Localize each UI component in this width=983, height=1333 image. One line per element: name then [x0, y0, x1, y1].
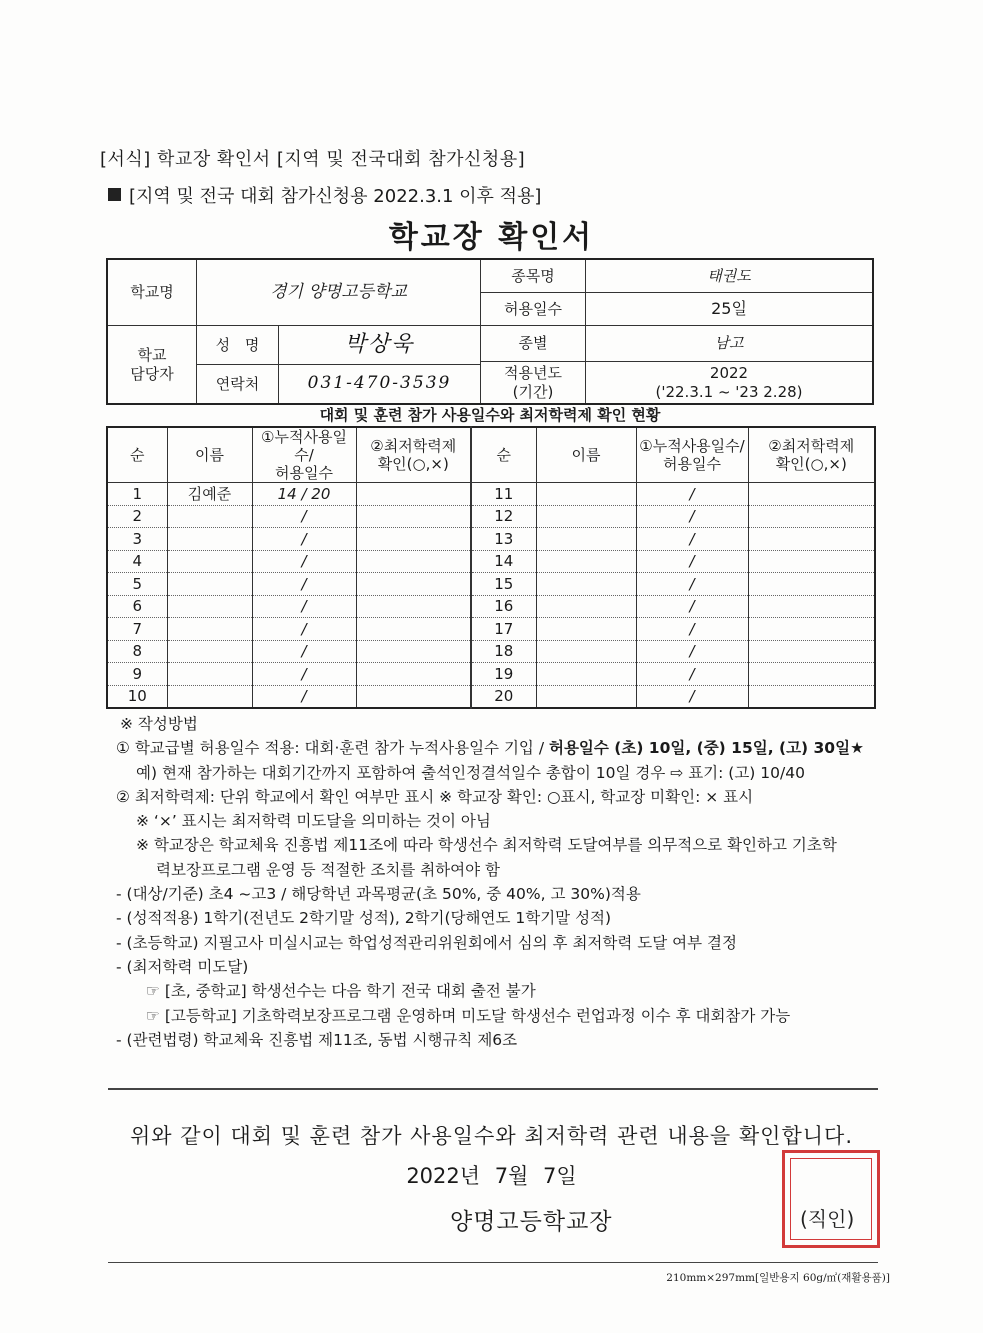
- row-name: [536, 505, 636, 528]
- table-row: [107, 550, 875, 573]
- row-no: 12: [471, 505, 536, 528]
- allowed-days-label: 허용일수: [504, 299, 562, 318]
- row-name: [167, 573, 252, 596]
- allowed-days-value: 25일: [711, 299, 747, 318]
- row-min: [748, 685, 875, 708]
- contact-person-label-line2: 담당자: [130, 364, 174, 383]
- instruction-line-1a: ① 학교급별 허용일수 적용: 대회·훈련 참가 누적사용일수 기입 /: [116, 739, 549, 758]
- row-no: 10: [107, 685, 167, 708]
- square-bullet-icon: [108, 188, 121, 201]
- school-name-label: 학교명: [130, 283, 174, 302]
- row-name: [167, 595, 252, 618]
- school-name-value: 경기 양명고등학교: [270, 281, 407, 302]
- instruction-line: ☞ [고등학교] 기초학력보장프로그램 운영하며 미도달 학생선수 런업과정 이수 후 대회참가 가능: [146, 1006, 791, 1025]
- row-name: 김예준: [167, 483, 252, 506]
- row-no: 4: [107, 550, 167, 573]
- row-no: 17: [471, 618, 536, 641]
- header-min-2-line2: 확인(○,×): [775, 455, 847, 473]
- official-seal-icon: [782, 1150, 880, 1248]
- instruction-line: - (관련법령) 학교체육 진흥법 제11조, 동법 시행규칙 제6조: [116, 1030, 518, 1049]
- row-min: [356, 640, 471, 663]
- table-row: [107, 618, 875, 641]
- instruction-line: - (성적적용) 1학기(전년도 2학기말 성적), 2학기(당해연도 1학기말 성적): [116, 909, 612, 928]
- applied-year-label: [481, 362, 585, 403]
- instructions-heading: ※ 작성방법: [120, 715, 198, 733]
- phone-label: 연락처: [215, 374, 260, 393]
- row-days: /: [252, 640, 356, 663]
- row-name: [536, 528, 636, 551]
- row-min: [356, 685, 471, 708]
- table-row: [107, 573, 875, 596]
- row-days: /: [636, 573, 748, 596]
- header-name-2: 이름: [536, 427, 636, 483]
- instruction-line: 예) 현재 참가하는 대회기간까지 포함하여 출석인정결석일수 총합이 10일 경우 ⇨ 표기: (고) 10/40: [136, 763, 805, 782]
- applied-year: 2022: [709, 363, 749, 382]
- row-name: [536, 483, 636, 506]
- row-no: 6: [107, 595, 167, 618]
- instruction-line: [116, 736, 876, 760]
- instruction-line: ② 최저학력제: 단위 학교에서 확인 여부만 표시 ※ 학교장 확인: ○표시, 학교장 미확인: × 표시: [116, 787, 754, 806]
- row-no: 13: [471, 528, 536, 551]
- row-days: /: [252, 685, 356, 708]
- person-name-label: 성 명: [215, 335, 260, 354]
- principal-title: 양명고등학교장: [450, 1209, 613, 1235]
- header-days-2-line2: 허용일수: [663, 455, 721, 473]
- header-min-line2: 확인(○,×): [377, 455, 449, 473]
- row-no: 19: [471, 663, 536, 686]
- row-days: /: [636, 663, 748, 686]
- instruction-line: - (최저학력 미도달): [116, 957, 249, 976]
- row-min: [748, 595, 875, 618]
- instructions: [116, 712, 876, 1052]
- applied-year-label-line1: 적용년도: [504, 363, 562, 382]
- header-no-2: 순: [471, 427, 536, 483]
- header-days: [252, 427, 356, 483]
- row-days: /: [636, 483, 748, 506]
- row-no: 14: [471, 550, 536, 573]
- row-days: /: [636, 618, 748, 641]
- table-row: [107, 505, 875, 528]
- seal-label: (직인): [800, 1207, 855, 1231]
- row-min: [748, 505, 875, 528]
- phone-value: 031-470-3539: [307, 373, 452, 394]
- row-no: 15: [471, 573, 536, 596]
- row-days: 14 / 20: [252, 483, 356, 506]
- header-min-2-line1: ②최저학력제: [768, 437, 855, 455]
- row-name: [536, 640, 636, 663]
- instruction-line-1b: 허용일수 (초) 10일, (중) 15일, (고) 30일★: [548, 739, 864, 758]
- row-min: [356, 663, 471, 686]
- row-no: 8: [107, 640, 167, 663]
- instruction-line: ☞ [초, 중학교] 학생선수는 다음 학기 전국 대회 출전 불가: [146, 982, 536, 1001]
- header-days-line1: ①누적사용일수/: [261, 428, 347, 464]
- row-name: [536, 550, 636, 573]
- row-min: [748, 528, 875, 551]
- header-days-2-line1: ①누적사용일수/: [639, 437, 745, 455]
- row-no: 18: [471, 640, 536, 663]
- row-name: [536, 618, 636, 641]
- contact-person-label: [108, 326, 196, 403]
- row-days: /: [636, 685, 748, 708]
- row-days: /: [252, 595, 356, 618]
- bottom-divider: [108, 1262, 878, 1263]
- row-days: /: [252, 505, 356, 528]
- table-row: [107, 663, 875, 686]
- row-days: /: [636, 640, 748, 663]
- row-min: [748, 663, 875, 686]
- row-min: [356, 528, 471, 551]
- contact-person-label-line1: 학교: [137, 345, 167, 364]
- row-min: [748, 573, 875, 596]
- row-no: 2: [107, 505, 167, 528]
- row-min: [356, 573, 471, 596]
- row-name: [167, 663, 252, 686]
- row-min: [356, 595, 471, 618]
- header-days-2: [636, 427, 748, 483]
- table-row: [107, 640, 875, 663]
- row-days: /: [636, 528, 748, 551]
- row-min: [748, 618, 875, 641]
- row-no: 9: [107, 663, 167, 686]
- header-min-2: [748, 427, 875, 483]
- row-no: 1: [107, 483, 167, 506]
- form-label: [서식] 학교장 확인서 [지역 및 전국대회 참가신청용]: [100, 149, 526, 170]
- person-name-value: 박상욱: [344, 332, 415, 358]
- header-min-line1: ②최저학력제: [370, 437, 457, 455]
- usage-table-header-row: [107, 427, 875, 483]
- row-days: /: [252, 573, 356, 596]
- instruction-line: ※ ‘×’ 표시는 최저학력 미도달을 의미하는 것이 아님: [136, 812, 491, 831]
- row-min: [748, 640, 875, 663]
- subtitle-text: [지역 및 전국 대회 참가신청용 2022.3.1 이후 적용]: [129, 186, 542, 207]
- row-min: [356, 483, 471, 506]
- category-value: 남고: [714, 334, 744, 353]
- paper-spec: 210mm×297mm[일반용지 60g/㎡(재활용품)]: [666, 1272, 890, 1284]
- table-row: [107, 483, 875, 506]
- row-no: 16: [471, 595, 536, 618]
- instruction-line: ※ 학교장은 학교체육 진흥법 제11조에 따라 학생선수 최저학력 도달여부를 의무적으로 확인하고 기초학: [136, 836, 837, 855]
- row-min: [748, 550, 875, 573]
- row-name: [536, 685, 636, 708]
- row-min: [356, 550, 471, 573]
- header-no: 순: [107, 427, 167, 483]
- row-days: /: [252, 528, 356, 551]
- row-days: /: [252, 663, 356, 686]
- sport-label: 종목명: [511, 266, 555, 285]
- row-no: 3: [107, 528, 167, 551]
- instruction-line: - (대상/기준) 초4 ~고3 / 해당학년 과목평균(초 50%, 중 40%, 고 30%)적용: [116, 885, 641, 904]
- row-name: [536, 573, 636, 596]
- row-name: [167, 550, 252, 573]
- row-days: /: [636, 595, 748, 618]
- applied-year-value: [586, 362, 872, 403]
- divider: [108, 1088, 878, 1090]
- applied-period: ('22.3.1 ~ '23 2.28): [655, 382, 803, 401]
- table-row: [107, 595, 875, 618]
- row-name: [167, 505, 252, 528]
- instruction-line: - (초등학교) 지필고사 미실시교는 학업성적관리위원회에서 심의 후 최저학력 도달 여부 결정: [116, 933, 737, 952]
- subtitle: [108, 182, 541, 208]
- row-days: /: [252, 550, 356, 573]
- issue-date: 2022년 7월 7일: [406, 1164, 577, 1188]
- school-info-table: [106, 258, 874, 405]
- status-heading: 대회 및 훈련 참가 사용일수와 최저학력제 확인 현황: [319, 406, 661, 424]
- usage-table: [106, 426, 876, 709]
- confirmation-statement: 위와 같이 대회 및 훈련 참가 사용일수와 최저학력 관련 내용을 확인합니다.: [129, 1124, 853, 1148]
- row-no: 5: [107, 573, 167, 596]
- header-min: [356, 427, 471, 483]
- row-no: 11: [471, 483, 536, 506]
- applied-year-label-line2: (기간): [512, 382, 554, 401]
- row-name: [167, 640, 252, 663]
- row-no: 7: [107, 618, 167, 641]
- row-no: 20: [471, 685, 536, 708]
- row-days: /: [252, 618, 356, 641]
- row-min: [356, 505, 471, 528]
- table-row: [107, 685, 875, 708]
- header-name: 이름: [167, 427, 252, 483]
- row-days: /: [636, 505, 748, 528]
- row-name: [167, 528, 252, 551]
- table-row: [107, 528, 875, 551]
- row-days: /: [636, 550, 748, 573]
- row-min: [748, 483, 875, 506]
- sport-value: 태권도: [707, 266, 751, 285]
- row-name: [536, 595, 636, 618]
- page-title: 학교장 확인서: [388, 220, 595, 255]
- row-name: [536, 663, 636, 686]
- instruction-line: 력보장프로그램 운영 등 적절한 조치를 취하여야 함: [156, 860, 500, 879]
- category-label: 종별: [518, 334, 548, 353]
- header-days-line2: 허용일수: [275, 464, 333, 482]
- row-min: [356, 618, 471, 641]
- row-name: [167, 618, 252, 641]
- row-name: [167, 685, 252, 708]
